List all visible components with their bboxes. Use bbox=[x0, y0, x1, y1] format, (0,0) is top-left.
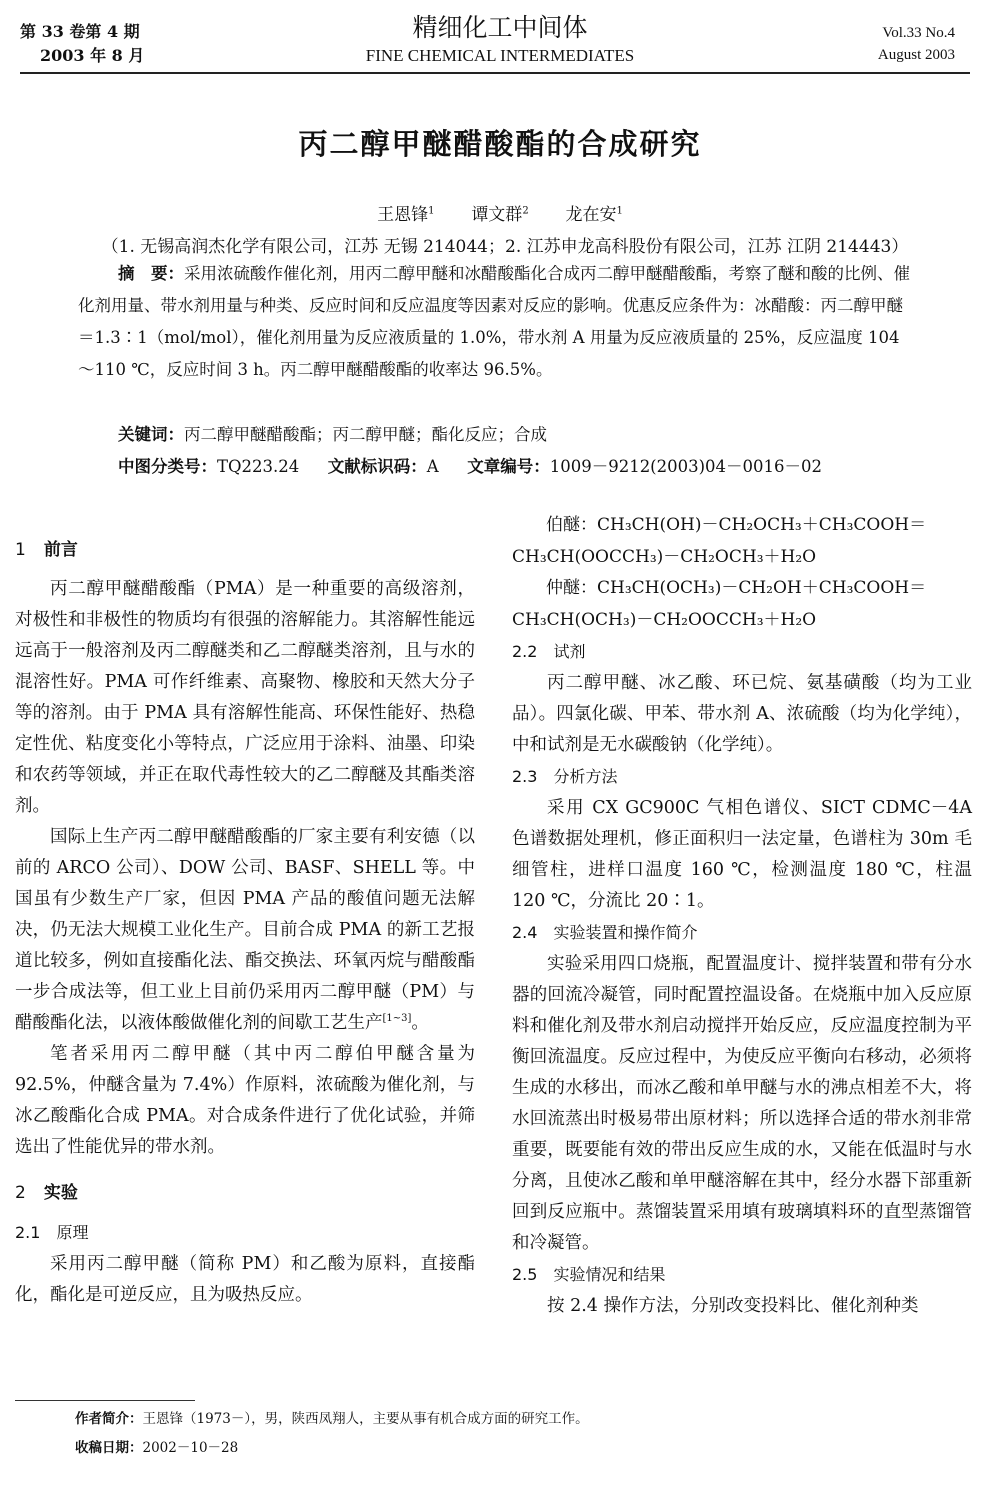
received-date-footnote bbox=[75, 1437, 955, 1459]
section-heading-experiment bbox=[15, 1175, 475, 1211]
author-list bbox=[0, 200, 1000, 225]
volume-issue-en: Vol.33 No.4 bbox=[882, 25, 955, 41]
right-column bbox=[512, 510, 972, 1322]
author-name: 龙在安 bbox=[565, 205, 617, 225]
author-name: 王恩锋 bbox=[377, 205, 429, 225]
equation-lhs: CH₃CH(OCH₃)－CH₂OH＋CH₃COOH＝ bbox=[597, 578, 927, 598]
left-column bbox=[15, 528, 475, 1311]
issue-date-en: August 2003 bbox=[877, 47, 955, 63]
keywords bbox=[118, 420, 918, 450]
intro-paragraph-2-end: 。 bbox=[411, 1013, 429, 1033]
section-heading-intro bbox=[15, 532, 475, 568]
author-bio-footnote bbox=[75, 1408, 955, 1430]
equation-primary-ether bbox=[512, 510, 972, 542]
subsection-heading-2-1 bbox=[15, 1217, 475, 1249]
doc-code-label: 文献标识码： bbox=[327, 457, 427, 476]
analysis-paragraph: 采用 CX GC900C 气相色谱仪、SICT CDMC－4A 色谱数据处理机，修正面积归一法定量，色谱柱为 30m 毛细管柱，进样口温度 160 ℃，检测温度 180 ℃，柱温 120 ℃，分流比 20∶1。 bbox=[512, 798, 972, 911]
subsection-number: 2.1 bbox=[15, 1223, 41, 1242]
subsection-heading-2-4 bbox=[512, 917, 972, 949]
clc-label: 中图分类号： bbox=[118, 457, 217, 476]
journal-name-cn: 精细化工中间体 bbox=[412, 13, 588, 42]
volume-issue: 第 33 卷第 4 期 bbox=[20, 22, 140, 41]
subsection-title: 分析方法 bbox=[553, 767, 618, 786]
subsection-number: 2.4 bbox=[512, 923, 538, 942]
equation-rhs: CH₃CH(OOCCH₃)－CH₂OCH₃＋H₂O bbox=[512, 546, 817, 567]
running-header-right bbox=[878, 22, 955, 66]
reagents-paragraph: 丙二醇甲醚、冰乙酸、环已烷、氨基磺酸（均为工业品）。四氯化碳、甲苯、带水剂 A、浓硫酸（均为化学纯），中和试剂是无水碳酸钠（化学纯）。 bbox=[512, 673, 972, 755]
subsection-heading-2-2 bbox=[512, 636, 972, 668]
journal-name bbox=[300, 12, 700, 68]
author-affil-mark: 1 bbox=[616, 205, 623, 217]
abstract bbox=[78, 258, 913, 386]
keywords-text: 丙二醇甲醚醋酸酯；丙二醇甲醚；酯化反应；合成 bbox=[184, 425, 547, 444]
intro-paragraph-3: 笔者采用丙二醇甲醚（其中丙二醇伯甲醚含量为 92.5%，仲醚含量为 7.4%）作原料，浓硫酸为催化剂，与冰乙酸酯化合成 PMA。对合成条件进行了优化试验，并筛选出了性能优异的带水剂。 bbox=[15, 1044, 475, 1157]
subsection-number: 2.3 bbox=[512, 767, 538, 786]
equation-label: 伯醚： bbox=[546, 515, 597, 535]
equation-rhs: CH₃CH(OCH₃)－CH₂OOCCH₃＋H₂O bbox=[512, 609, 817, 630]
author-affil-mark: 2 bbox=[522, 205, 529, 217]
section-title: 前言 bbox=[43, 540, 78, 560]
intro-paragraph-1: 丙二醇甲醚醋酸酯（PMA）是一种重要的高级溶剂，对极性和非极性的物质均有很强的溶解能力。其溶解性能远远高于一般溶剂及丙二醇醚类和乙二醇醚类溶剂，且与水的混溶性好。PMA 可作纤维素、高聚物、橡胶和天然大分子等的溶剂。由于 PMA 具有溶解性能高、环保性能好、热稳定性优、粘度变化小等特点，广泛应用于涂料、油墨、印染和农药等领域，并正在取代毒性较大的乙二醇醚及其酯类溶剂。 bbox=[15, 579, 475, 816]
author-affil-mark: 1 bbox=[428, 205, 435, 217]
equation-label: 仲醚： bbox=[546, 578, 597, 598]
section-title: 实验 bbox=[43, 1183, 78, 1203]
subsection-number: 2.5 bbox=[512, 1265, 538, 1284]
subsection-title: 原理 bbox=[56, 1223, 89, 1242]
keywords-label: 关键词： bbox=[118, 425, 184, 444]
intro-paragraph-2 bbox=[15, 822, 475, 1039]
journal-name-en: FINE CHEMICAL INTERMEDIATES bbox=[365, 46, 635, 65]
abstract-label: 摘 要： bbox=[118, 264, 184, 283]
affiliations: （1. 无锡高润杰化学有限公司，江苏 无锡 214044；2. 江苏申龙高科股份有限公司，江苏 江阴 214443） bbox=[101, 237, 909, 257]
subsection-title: 实验情况和结果 bbox=[553, 1265, 666, 1284]
citation-ref: [1~3] bbox=[382, 1013, 412, 1025]
received-date: 2002－10－28 bbox=[142, 1440, 239, 1456]
subsection-number: 2.2 bbox=[512, 642, 538, 661]
subsection-heading-2-5 bbox=[512, 1259, 972, 1291]
article-number-label: 文章编号： bbox=[467, 457, 550, 476]
subsection-title: 实验装置和操作简介 bbox=[553, 923, 698, 942]
clc-code: TQ223.24 bbox=[217, 457, 300, 476]
abstract-text: 采用浓硫酸作催化剂，用丙二醇甲醚和冰醋酸酯化合成丙二醇甲醚醋酸酯，考察了醚和酸的比例、催化剂用量、带水剂用量与种类、反应时间和反应温度等因素对反应的影响。优惠反应条件为：冰醋酸：丙二醇甲醚＝1.3∶1（mol/mol），催化剂用量为反应液质量的 1.0%，带水剂 A 用量为反应液质量的 25%，反应温度 104～110 ℃，反应时间 3 h。丙二醇甲醚醋酸酯的收率达 96.5%。 bbox=[78, 264, 910, 379]
issue-date: 2003 年 8 月 bbox=[40, 46, 145, 65]
principle-paragraph: 采用丙二醇甲醚（简称 PM）和乙酸为原料，直接酯化，酯化是可逆反应，且为吸热反应。 bbox=[15, 1254, 475, 1305]
doc-code: A bbox=[426, 457, 439, 476]
running-header-left bbox=[20, 20, 144, 68]
section-number: 1 bbox=[15, 540, 26, 560]
paper-title: 丙二醇甲醚醋酸酯的合成研究 bbox=[298, 127, 702, 161]
received-label: 收稿日期： bbox=[75, 1440, 143, 1456]
header-rule bbox=[20, 72, 970, 74]
subsection-title: 试剂 bbox=[553, 642, 586, 661]
author-name: 谭文群 bbox=[471, 205, 523, 225]
bio-label: 作者简介： bbox=[75, 1411, 143, 1427]
subsection-heading-2-3 bbox=[512, 761, 972, 793]
equation-secondary-ether bbox=[512, 573, 972, 605]
classification-line bbox=[118, 452, 968, 482]
apparatus-paragraph: 实验采用四口烧瓶，配置温度计、搅拌装置和带有分水器的回流冷凝管，同时配置控温设备。在烧瓶中加入反应原料和催化剂及带水剂启动搅拌开始反应，反应温度控制为平衡回流温度。反应过程中，为使反应平衡向右移动，必须将生成的水移出，而冰乙酸和单甲醚与水的沸点相差不大，将水回流蒸出时极易带出原材料；所以选择合适的带水剂非常重要，既要能有效的带出反应生成的水，又能在低温时与水分离，且使冰乙酸和单甲醚溶解在其中，经分水器下部重新回到反应瓶中。蒸馏装置采用填有玻璃填料环的直型蒸馏管和冷凝管。 bbox=[512, 954, 972, 1253]
intro-paragraph-2-text: 国际上生产丙二醇甲醚醋酸酯的厂家主要有利安德（以前的 ARCO 公司）、DOW 公司、BASF、SHELL 等。中国虽有少数生产厂家，但因 PMA 产品的酸值问题无法解决，仍无法大规模工业化生产。目前合成 PMA 的新工艺报道比较多，例如直接酯化法、酯交换法、环氧丙烷与醋酸酯一步合成法等，但工业上目前仍采用丙二醇甲醚（PM）与醋酸酯化法，以液体酸做催化剂的间歇工艺生产 bbox=[15, 827, 475, 1033]
bio-text: 王恩锋（1973－），男，陕西凤翔人，主要从事有机合成方面的研究工作。 bbox=[142, 1411, 589, 1427]
article-number: 1009－9212(2003)04－0016－02 bbox=[549, 457, 823, 476]
results-paragraph: 按 2.4 操作方法，分别改变投料比、催化剂种类 bbox=[547, 1296, 919, 1316]
section-number: 2 bbox=[15, 1183, 26, 1203]
footnote-rule bbox=[15, 1400, 195, 1401]
equation-lhs: CH₃CH(OH)－CH₂OCH₃＋CH₃COOH＝ bbox=[597, 515, 927, 535]
